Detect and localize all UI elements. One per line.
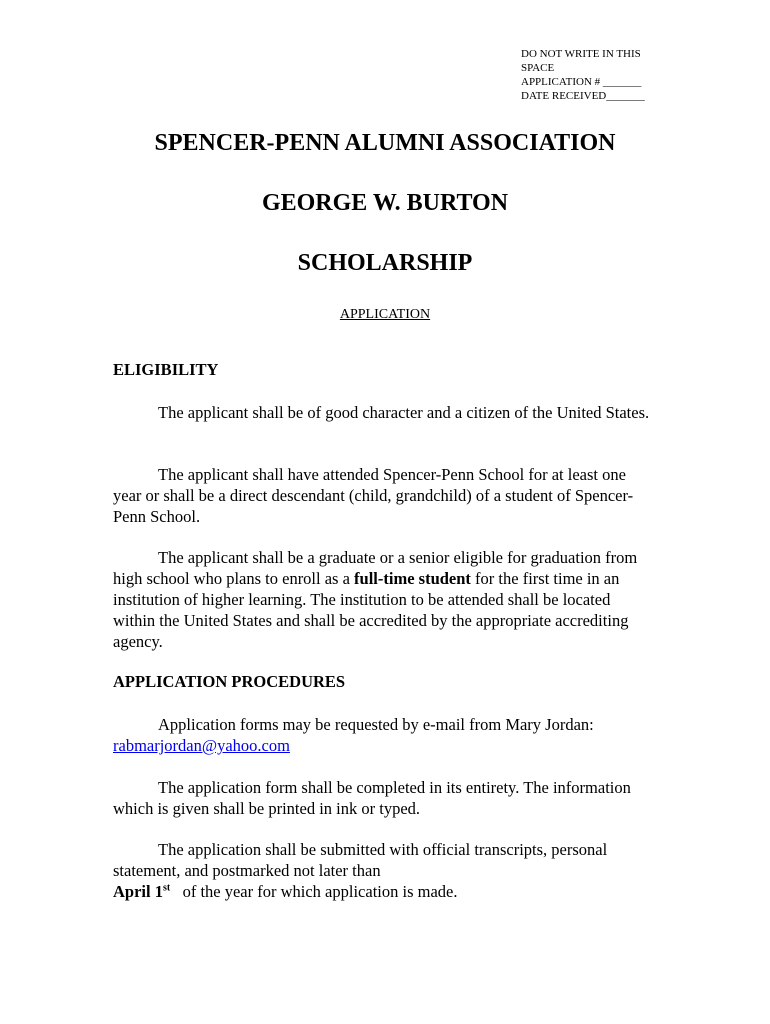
- document-subtitle: APPLICATION: [339, 307, 431, 322]
- paragraph-text: Application forms may be requested by e-mail from Mary Jordan:: [158, 715, 594, 734]
- association-title: SPENCER-PENN ALUMNI ASSOCIATION: [154, 130, 616, 156]
- office-use-line: DO NOT WRITE IN THIS: [521, 48, 641, 60]
- paragraph-text: The application shall be submitted with official transcripts, personal statement, and postmarked not later than: [113, 840, 608, 880]
- eligibility-paragraph: The applicant shall have attended Spencer-Penn School for at least one year or shall be a direct descendant (child, grandchild) of a student of Spencer-Penn School.: [113, 465, 634, 526]
- scholarship-label: SCHOLARSHIP: [297, 250, 473, 276]
- procedures-paragraph: The application form shall be completed in its entirety. The information which is given shall be printed in ink or typed.: [113, 778, 631, 818]
- eligibility-paragraph: The applicant shall be of good character and a citizen of the United States.: [158, 403, 650, 422]
- scholarship-name: GEORGE W. BURTON: [261, 190, 509, 216]
- procedures-paragraph: [113, 839, 653, 902]
- full-time-student-emphasis: full-time student: [354, 569, 471, 588]
- paragraph-text: of the year for which application is made.: [170, 882, 458, 901]
- paragraph-text: The applicant shall be a graduate or a senior eligible for graduation from high school who plans to enroll as a: [113, 548, 638, 588]
- eligibility-paragraph: [113, 547, 653, 652]
- deadline-date-text: April 1: [113, 882, 163, 901]
- application-number-field: APPLICATION # _______: [521, 76, 642, 88]
- contact-email-link[interactable]: rabmarjordan@yahoo.com: [113, 736, 290, 755]
- deadline-date: [113, 882, 170, 901]
- office-use-box: [521, 47, 681, 103]
- procedures-paragraph: [113, 714, 653, 756]
- procedures-heading: APPLICATION PROCEDURES: [113, 672, 346, 691]
- deadline-line: [113, 881, 653, 902]
- eligibility-heading: ELIGIBILITY: [113, 360, 219, 379]
- paragraph-text: for the first time in an institution of higher learning. The institution to be attended shall be located within the United States and shall be accredited by the appropriate accrediting agency.: [113, 569, 629, 651]
- office-use-line: SPACE: [521, 62, 555, 74]
- date-received-field: DATE RECEIVED_______: [521, 90, 645, 102]
- deadline-date-suffix: st: [162, 882, 171, 894]
